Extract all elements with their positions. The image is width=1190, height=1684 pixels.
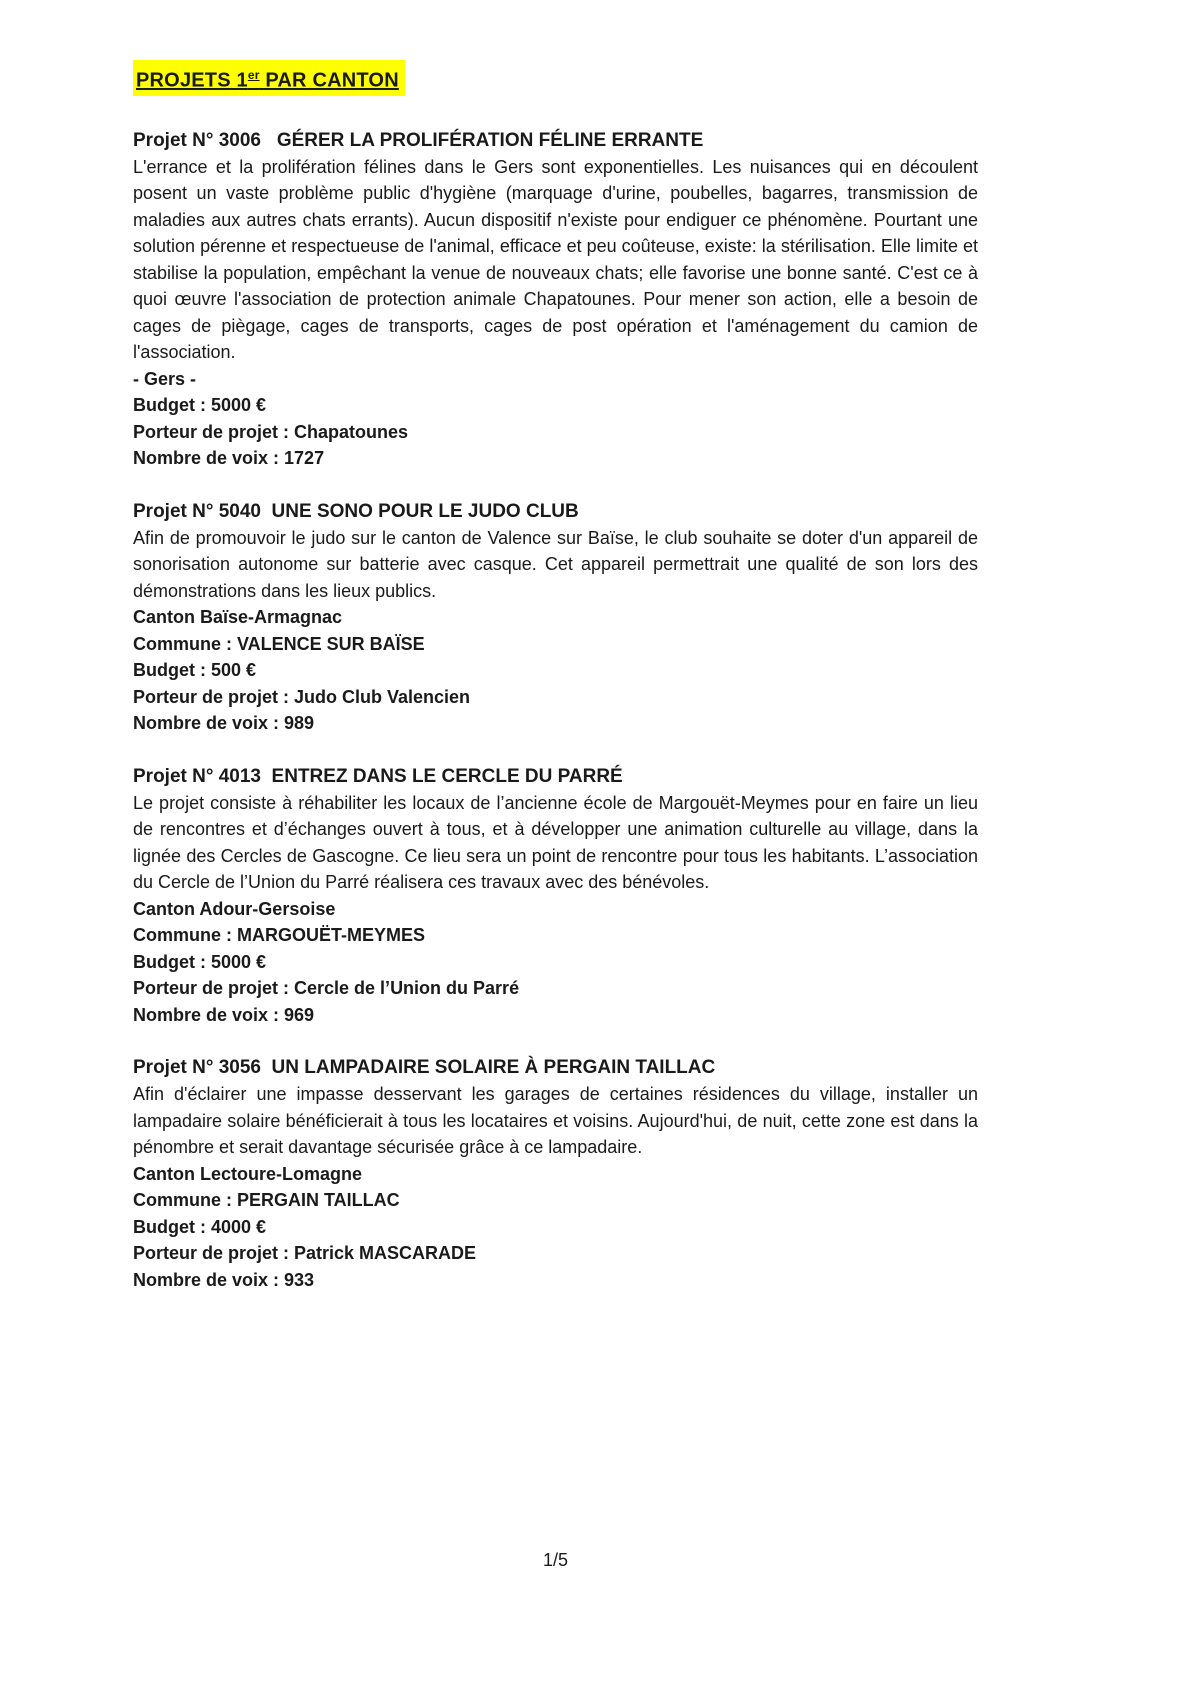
project-meta-line: Canton Baïse-Armagnac [133,607,343,628]
project-meta-line: Commune : MARGOUËT-MEYMES [133,925,426,946]
page-title-prefix: PROJETS 1 [136,69,248,92]
page-title-superscript: er [247,68,260,82]
project-meta-line: Porteur de projet : Judo Club Valencien [133,686,471,707]
page-number: 1/5 [542,1550,569,1570]
document-content [133,60,978,1293]
project-meta-line: Porteur de projet : Chapatounes [133,421,409,442]
project-meta-line: Nombre de voix : 969 [133,1004,315,1025]
project-description: L'errance et la prolifération félines dans le Gers sont exponentielles. Les nuisances qui en découlent posent un vaste problème public d'hygiène (marquage d'urine, poubelles, bagarres, transmission de maladies aux autres chats errants). Aucun dispositif n'existe pour endiguer ce phénomène. Pourtant une solution pérenne et respectueuse de l'animal, efficace et peu coûteuse, existe: la stérilisation. Elle limite et stabilise la population, empêchant la venue de nouveaux chats; elle favorise une bonne santé. C'est ce à quoi œuvre l'association de protection animale Chapatounes. Pour mener son action, elle a besoin de cages de piègage, cages de transports, cages de post opération et l'aménagement du camion de l'association. [133,156,978,363]
project-meta-line: Nombre de voix : 933 [133,1269,315,1290]
page-title-suffix: PAR CANTON [259,69,399,92]
project-description: Le projet consiste à réhabiliter les locaux de l’ancienne école de Margouët-Meymes pour en faire un lieu de rencontres et d’échanges ouvert à tous, et à développer une animation culturelle au village, dans la lignée des Cercles de Gascogne. Ce lieu sera un point de rencontre pour tous les habitants. L’association du Cercle de l’Union du Parré réalisera ces travaux avec des bénévoles. [133,792,978,893]
project-meta-line: Porteur de projet : Patrick MASCARADE [133,1243,477,1264]
project-section [133,498,978,737]
project-heading: Projet N° 4013 ENTREZ DANS LE CERCLE DU PARRÉ [133,765,623,787]
project-meta-line: Nombre de voix : 1727 [133,448,325,469]
project-meta [133,1161,978,1294]
project-meta-line: Budget : 5000 € [133,951,267,972]
project-meta-line: Budget : 4000 € [133,1216,267,1237]
project-meta-line: Commune : VALENCE SUR BAÏSE [133,633,425,654]
project-meta-line: Budget : 5000 € [133,395,267,416]
project-section [133,1054,978,1293]
project-meta-line: Porteur de projet : Cercle de l’Union du Parré [133,978,520,999]
project-meta [133,896,978,1029]
project-meta [133,366,978,472]
project-meta [133,604,978,737]
project-meta-line: Canton Adour-Gersoise [133,898,336,919]
project-section [133,763,978,1029]
project-meta-line: - Gers - [133,368,197,389]
project-meta-line: Nombre de voix : 989 [133,713,315,734]
project-heading: Projet N° 3006 GÉRER LA PROLIFÉRATION FÉLINE ERRANTE [133,129,704,151]
project-description: Afin de promouvoir le judo sur le canton de Valence sur Baïse, le club souhaite se doter d'un appareil de sonorisation autonome sur batterie avec casque. Cet appareil permettrait une qualité de son lors des démonstrations dans les lieux publics. [133,527,978,601]
project-heading: Projet N° 5040 UNE SONO POUR LE JUDO CLUB [133,500,579,522]
project-section [133,127,978,472]
project-description: Afin d'éclairer une impasse desservant les garages de certaines résidences du village, installer un lampadaire solaire bénéficierait à tous les locataires et voisins. Aujourd'hui, de nuit, cette zone est dans la pénombre et serait davantage sécurisée grâce à ce lampadaire. [133,1084,978,1158]
page-title [133,60,405,96]
project-meta-line: Budget : 500 € [133,660,257,681]
project-meta-line: Canton Lectoure-Lomagne [133,1163,363,1184]
project-heading: Projet N° 3056 UN LAMPADAIRE SOLAIRE À PERGAIN TAILLAC [133,1057,716,1079]
project-meta-line: Commune : PERGAIN TAILLAC [133,1190,400,1211]
